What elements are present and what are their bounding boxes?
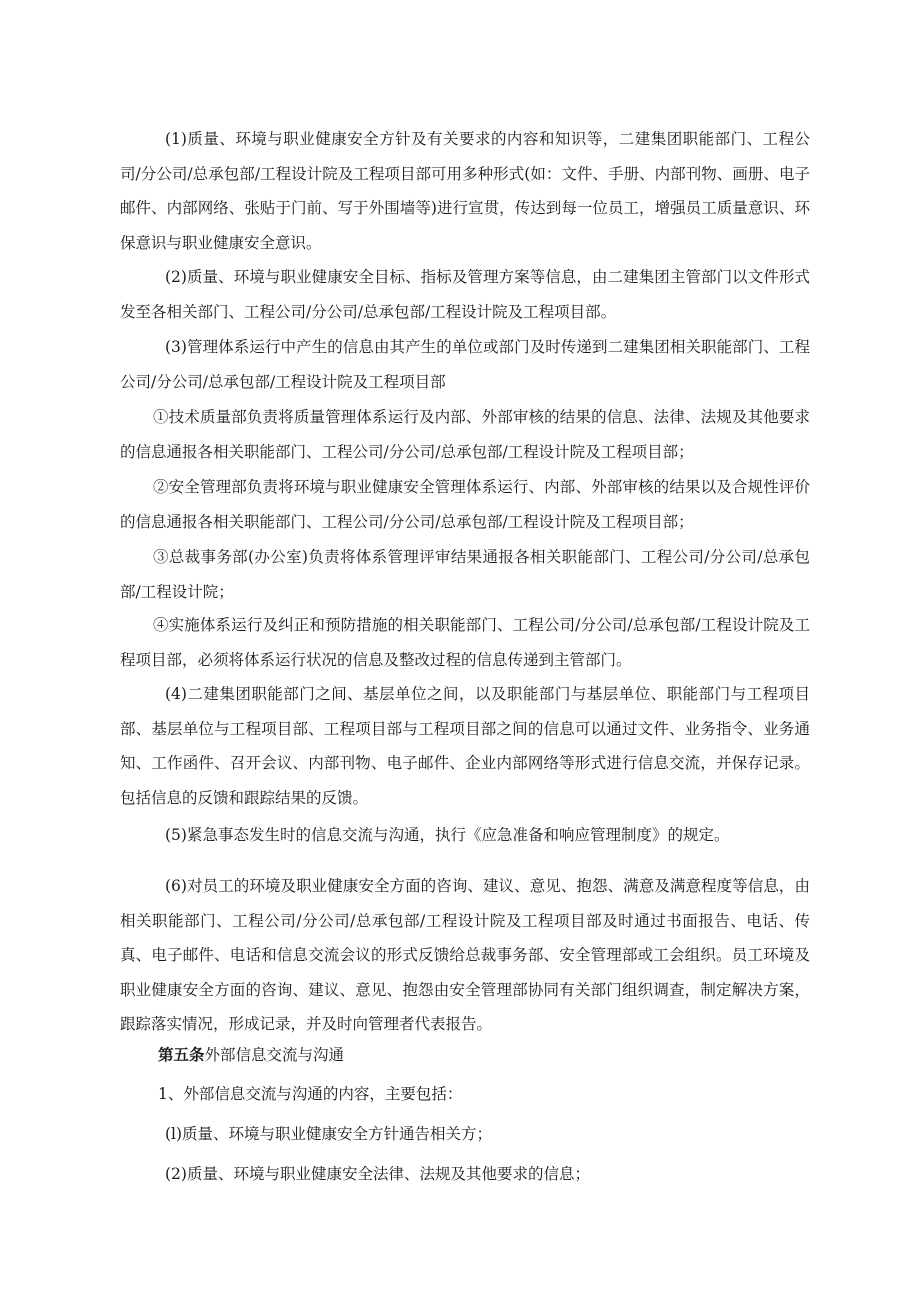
paragraph-5: (5)紧急事态发生时的信息交流与沟通，执行《应急准备和响应管理制度》的规定。 xyxy=(165,826,730,844)
paragraph-1: (1)质量、环境与职业健康安全方针及有关要求的内容和知识等，二建集团职能部门、工程公司/分公司/总承包部/工程设计院及工程项目部可用多种形式(如：文件、手册、内部刊物、画册、电子邮件、内部网络、张贴于门前、写于外围墙等)进行宣贯，传达到每一位员工，增强员工质量意识、环保意识与职业健康安全意识。 xyxy=(120,130,810,252)
paragraph-3: (3)管理体系运行中产生的信息由其产生的单位或部门及时传递到二建集团相关职能部门、工程公司/分公司/总承包部/工程设计院及工程项目部 xyxy=(120,338,810,391)
paragraph-2: (2)质量、环境与职业健康安全目标、指标及管理方案等信息，由二建集团主管部门以文件形式发至各相关部门、工程公司/分公司/总承包部/工程设计院及工程项目部。 xyxy=(120,268,810,321)
list-item-3: (2)质量、环境与职业健康安全法律、法规及其他要求的信息； xyxy=(165,1165,590,1183)
article-title: 外部信息交流与沟通 xyxy=(204,1046,345,1064)
paragraph-3-sub-2: ②安全管理部负责将环境与职业健康安全管理体系运行、内部、外部审核的结果以及合规性评价的信息通报各相关职能部门、工程公司/分公司/总承包部/工程设计院及工程项目部； xyxy=(120,478,810,531)
paragraph-3-sub-3: ③总裁事务部(办公室)负责将体系管理评审结果通报各相关职能部门、工程公司/分公司/总承包部/工程设计院； xyxy=(120,548,810,601)
paragraph-4: (4)二建集团职能部门之间、基层单位之间，以及职能部门与基层单位、职能部门与工程项目部、基层单位与工程项目部、工程项目部与工程项目部之间的信息可以通过文件、业务指令、业务通知、工作函件、召开会议、内部刊物、电子邮件、企业内部网络等形式进行信息交流，并保存记录。包括信息的反馈和跟踪结果的反馈。 xyxy=(120,685,810,807)
list-item-1: 1、外部信息交流与沟通的内容，主要包括： xyxy=(158,1085,463,1103)
list-item-2: (l)质量、环境与职业健康安全方针通告相关方； xyxy=(165,1125,493,1143)
article-label: 第五条 xyxy=(158,1045,205,1064)
paragraph-3-sub-1: ①技术质量部负责将质量管理体系运行及内部、外部审核的结果的信息、法律、法规及其他要求的信息通报各相关职能部门、工程公司/分公司/总承包部/工程设计院及工程项目部； xyxy=(120,408,810,461)
paragraph-3-sub-4: ④实施体系运行及纠正和预防措施的相关职能部门、工程公司/分公司/总承包部/工程设计院及工程项目部，必须将体系运行状况的信息及整改过程的信息传递到主管部门。 xyxy=(120,616,810,669)
article-heading xyxy=(120,1038,810,1073)
paragraph-6: (6)对员工的环境及职业健康安全方面的咨询、建议、意见、抱怨、满意及满意程度等信息，由相关职能部门、工程公司/分公司/总承包部/工程设计院及工程项目部及时通过书面报告、电话、传真、电子邮件、电话和信息交流会议的形式反馈给总裁事务部、安全管理部或工会组织。员工环境及职业健康安全方面的咨询、建议、意见、抱怨由安全管理部协同有关部门组织调查，制定解决方案，跟踪落实情况，形成记录，并及时向管理者代表报告。 xyxy=(120,877,810,1033)
